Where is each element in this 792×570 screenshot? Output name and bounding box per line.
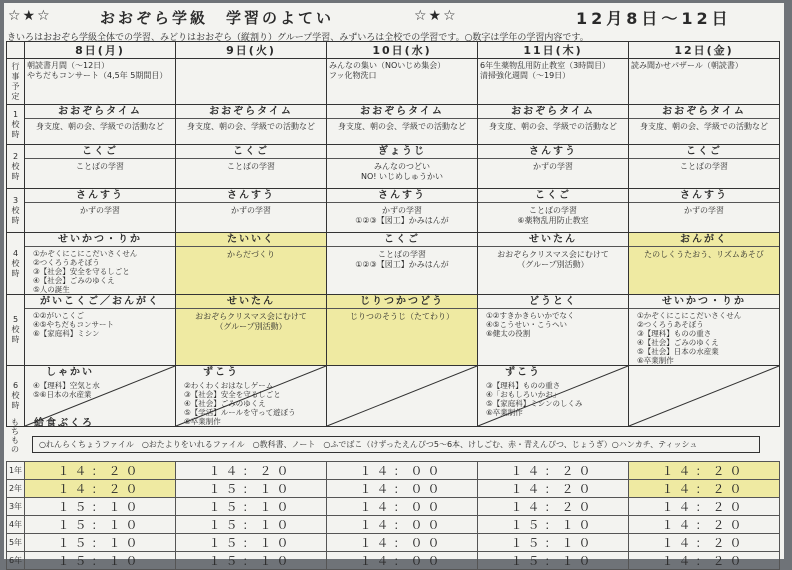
lesson-content: ことばの学習 ①②③【図工】かみはんが [355,250,449,269]
event-cell [176,59,327,105]
day-header: 12日(金) [629,42,780,59]
period-label: 5 校 時 [7,295,25,366]
dismissal-time: １４：２０ [629,498,780,516]
grade-label: 4年 [7,516,25,534]
subject-label: さんすう [176,189,326,203]
lesson-content: おおぞらクリスマス会にむけて （グループ別活動） [195,312,307,331]
dismissal-time: １４：２０ [478,498,629,516]
lesson-cell [629,145,780,189]
subject-label: こくご [629,145,779,159]
period-label: 2 校 時 [7,145,25,189]
dismissal-time: １４：２０ [629,516,780,534]
belongings-label: も ち も の [11,418,19,454]
subject-label: せいかつ・りか [25,233,175,247]
lesson-content: かずの学習 [533,162,573,171]
lesson-content: ③【理科】ものの重さ ④「おもしろいかお」 ⑤【家庭科】ミシンのしくみ ⑥卒業制作 [486,381,583,417]
subject-label: せいたん [176,295,326,309]
lesson-cell [25,145,176,189]
schedule-sheet [4,3,784,568]
dismissal-row [7,498,780,516]
diagonal-line [327,366,477,426]
day-header: 10日(水) [327,42,478,59]
lesson-cell [478,145,629,189]
grade-label: 5年 [7,534,25,552]
dismissal-time: １５：１０ [25,552,176,570]
dismissal-row [7,534,780,552]
page-title: おおぞら学級 学習のよてい [100,9,335,27]
lesson-cell [629,105,780,145]
lesson-cell [176,233,327,295]
period-row [7,366,780,427]
event-cell: 朝読書月間（〜12日） やちだもコンサート（4,5年 5期間目） [25,59,176,105]
lesson-content: じりつのそうじ（たてわり） [350,312,454,321]
dismissal-time: １４：００ [327,552,478,570]
date-range: 12月8日〜12日 [576,9,732,28]
subject-label: じりつかつどう [327,295,477,309]
event-cell: 6年生薬物乱用防止教室（3時間目） 清掃強化週間（〜19日） [478,59,629,105]
lesson-content: ことばの学習 [227,162,275,171]
period-row [7,145,780,189]
period-label: 4 校 時 [7,233,25,295]
lesson-content: ①②すきかきらいかでなく ④⑤こうせい・こうへい ⑥健太の役割 [486,311,575,338]
lesson-content: ①かぞくにこにこだいさくせん ②つくろうあそぼう ③【理科】ものの重さ ④【社会】ごみのゆくえ ⑤【社会】日本の水産業 ⑥卒業制作 [637,311,742,365]
lesson-cell [327,366,478,427]
lesson-cell [478,105,629,145]
lesson-content: 身支度、朝の会、学級での活動など [640,122,768,131]
dismissal-time: １５：１０ [176,516,327,534]
belongings-list: ○れんらくちょうファイル ○おたよりをいれるファイル ○教科書、ノート ○ふでばこ（けずったえんぴつ5〜6本、けしごむ、赤・青えんぴつ、じょうぎ）○ハンカチ、ティッシュ [32,436,760,453]
period-label: 3 校 時 [7,189,25,233]
lesson-cell [176,145,327,189]
dismissal-row [7,462,780,480]
lesson-cell [478,366,629,427]
lesson-cell [327,189,478,233]
lesson-content: ②わくわくおはなしゲーム ③【社会】安全を守るしごと ④【社会】ごみのゆくえ ⑤【学活】ルールを守って遊ぼう ⑥卒業制作 [184,381,296,426]
dismissal-time: １４：００ [327,462,478,480]
lunch-bag-label: 給食ぶくろ [34,418,94,429]
subject-label: こくご [25,145,175,159]
grade-label: 2年 [7,480,25,498]
stars-left: ☆★☆ [8,8,52,24]
dismissal-time: １５：１０ [176,552,327,570]
period-label: 1 校 時 [7,105,25,145]
dismissal-time: １４：２０ [629,552,780,570]
lesson-cell [176,366,327,427]
period-row [7,105,780,145]
subject-label: さんすう [478,145,628,159]
diagonal-line [629,366,779,426]
events-row [7,59,780,105]
lesson-content: 身支度、朝の会、学級での活動など [489,122,617,131]
dismissal-time: １４：００ [327,516,478,534]
day-header-row [7,42,780,59]
lesson-cell [176,189,327,233]
grade-label: 6年 [7,552,25,570]
lesson-content: おおぞらクリスマス会にむけて （グループ別活動） [497,250,609,269]
subject-label: しゃかい [46,367,94,378]
lesson-cell [327,105,478,145]
subject-label: せいたん [478,233,628,247]
dismissal-time: １５：１０ [478,552,629,570]
lesson-cell [478,233,629,295]
legend-note: きいろはおおぞら学級全体での学習、みどりはおおぞら（縦割り）グループ学習、みずいろは全校での学習です。○数字は学年の学習内容です。 [7,33,589,43]
lesson-cell [176,105,327,145]
lesson-content: ことばの学習 [76,162,124,171]
dismissal-time: １４：２０ [25,462,176,480]
dismissal-time: １５：１０ [478,534,629,552]
lesson-cell [629,189,780,233]
dismissal-time: １４：００ [327,534,478,552]
subject-label: こくご [478,189,628,203]
title-bar [4,4,784,30]
lesson-content: ④【理科】空気と水 ⑤⑥日本の水産業 [33,381,100,399]
lesson-content: ことばの学習 ⑥薬物乱用防止教室 [517,206,589,225]
lesson-content: かずの学習 ①②③【図工】かみはんが [355,206,449,225]
dismissal-time: １４：００ [327,498,478,516]
lesson-content: ことばの学習 [680,162,728,171]
event-cell: 読み聞かせパザール（朝読書） [629,59,780,105]
subject-label: ぎょうじ [327,145,477,159]
lesson-cell [478,189,629,233]
dismissal-row [7,480,780,498]
dismissal-time: １４：２０ [629,462,780,480]
lesson-cell [25,105,176,145]
lesson-cell [327,295,478,366]
grade-label: 3年 [7,498,25,516]
event-cell: みんなの集い（NOいじめ集会） フッ化物洗口 [327,59,478,105]
subject-label: たいいく [176,233,326,247]
subject-label: こくご [327,233,477,247]
day-header: 8日(月) [25,42,176,59]
subject-label: せいかつ・りか [629,295,779,309]
subject-label: さんすう [629,189,779,203]
dismissal-row [7,516,780,534]
dismissal-time: １５：１０ [25,534,176,552]
period-label: 6 校 時 [7,366,25,427]
lesson-cell [327,145,478,189]
dismissal-time: １５：１０ [25,498,176,516]
day-header: 11日(木) [478,42,629,59]
subject-label: どうとく [478,295,628,309]
lesson-content: 身支度、朝の会、学級での活動など [36,122,164,131]
dismissal-time: １４：２０ [478,462,629,480]
timetable [6,41,780,427]
subject-label: おおぞらタイム [478,105,628,119]
lesson-cell [629,233,780,295]
stars-right: ☆★☆ [414,8,458,24]
subject-label: さんすう [25,189,175,203]
lesson-cell [25,233,176,295]
lesson-content: 身支度、朝の会、学級での活動など [187,122,315,131]
lesson-content: みんなのつどい NO! いじめしゅうかい [360,162,444,181]
dismissal-time: １５：１０ [25,516,176,534]
lesson-cell [478,295,629,366]
subject-label: おおぞらタイム [176,105,326,119]
lesson-content: かずの学習 [231,206,271,215]
lesson-content: 身支度、朝の会、学級での活動など [338,122,466,131]
lesson-content: かずの学習 [684,206,724,215]
dismissal-time: １４：２０ [25,480,176,498]
lesson-cell [629,295,780,366]
period-row [7,233,780,295]
lesson-content: たのしくうたおう、リズムあそび [644,250,764,259]
corner-cell [7,42,25,59]
dismissal-time: １５：１０ [478,516,629,534]
dismissal-time: １５：１０ [176,498,327,516]
subject-label: がいこくご／おんがく [25,295,175,309]
dismissal-times [6,461,780,570]
subject-label: おおぞらタイム [327,105,477,119]
grade-label: 1年 [7,462,25,480]
lesson-content: かずの学習 [80,206,120,215]
subject-label: さんすう [327,189,477,203]
subject-label: おんがく [629,233,779,247]
day-header: 9日(火) [176,42,327,59]
dismissal-time: １５：１０ [176,480,327,498]
row-label: 行 事 予 定 [7,59,25,105]
dismissal-time: １４：２０ [629,480,780,498]
dismissal-time: １５：１０ [176,534,327,552]
period-row [7,295,780,366]
dismissal-time: １４：２０ [629,534,780,552]
subject-label: おおぞらタイム [629,105,779,119]
lesson-cell [25,295,176,366]
lesson-content: からだづくり [227,250,275,259]
subject-label: こくご [176,145,326,159]
lesson-cell [25,189,176,233]
lesson-cell [327,233,478,295]
lesson-cell [629,366,780,427]
period-row [7,189,780,233]
lesson-content: ①②がいこくご ④⑤やちだもコンサート ⑥【家庭科】ミシン [33,311,114,338]
subject-label: ずこう [505,367,541,378]
subject-label: ずこう [203,367,239,378]
lesson-cell [176,295,327,366]
subject-label: おおぞらタイム [25,105,175,119]
dismissal-row [7,552,780,570]
dismissal-time: １４：２０ [478,480,629,498]
lesson-content: ①かぞくにこにこだいさくせん ②つくろうあそぼう ③【社会】安全を守るしごと ④【社会】ごみのゆくえ ⑤人の誕生 [33,249,138,294]
dismissal-time: １４：２０ [176,462,327,480]
dismissal-time: １４：００ [327,480,478,498]
